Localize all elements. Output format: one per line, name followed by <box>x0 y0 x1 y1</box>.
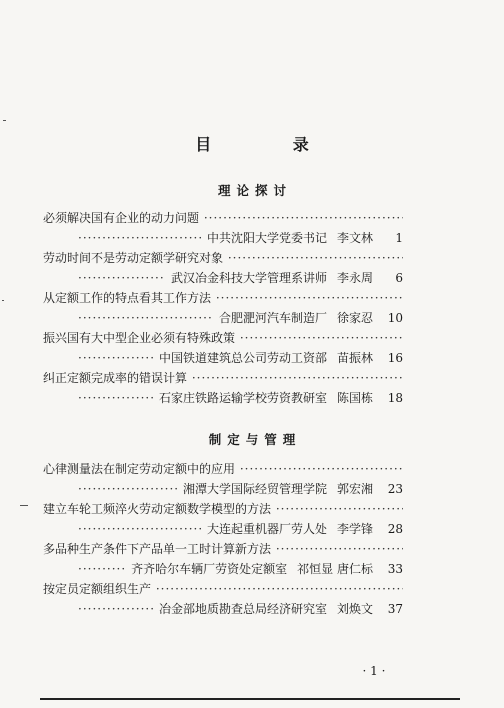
toc-section-theory <box>43 208 403 408</box>
scan-mark <box>20 505 28 506</box>
dot-leader <box>43 268 165 288</box>
entry-page-number: 6 <box>395 271 403 285</box>
toc-entry[interactable] <box>43 499 403 539</box>
entry-title: 心律测量法在制定劳动定额中的应用 ····· <box>43 459 403 479</box>
entry-affiliation: 大连起重机器厂劳人处 <box>206 522 327 536</box>
toc-entry[interactable] <box>43 579 403 619</box>
toc-entry[interactable] <box>43 208 403 248</box>
dot-leader <box>43 228 201 248</box>
entry-title: 振兴国有大中型企业必须有特殊政策 ····· <box>43 328 403 348</box>
toc-entry[interactable] <box>43 368 403 408</box>
entry-affiliation: 合肥淝河汽车制造厂 <box>218 311 327 325</box>
entry-author: 李文林 <box>336 231 373 245</box>
toc-entry[interactable] <box>43 539 403 579</box>
entry-author-line <box>43 228 403 248</box>
entry-author: 陈国栋 <box>336 391 373 405</box>
bottom-rule <box>40 698 460 700</box>
dot-leader <box>43 308 213 328</box>
entry-title: 多品种生产条件下产品单一工时计算新方法 ····· <box>43 539 403 559</box>
dot-leader <box>43 479 177 499</box>
entry-author: 徐家忍 <box>336 311 373 325</box>
entry-author: 李永周 <box>336 271 373 285</box>
entry-affiliation: 冶金部地质勘查总局经济研究室 <box>158 602 327 616</box>
section-heading-theory: 理论探讨 <box>217 183 292 198</box>
dot-leader <box>43 519 201 539</box>
page-footer-number: · 1 · <box>362 664 386 678</box>
entry-author: 李学锋 <box>336 522 373 536</box>
entry-author-line <box>43 519 403 539</box>
dot-leader <box>43 559 125 579</box>
entry-author-line <box>43 308 403 328</box>
entry-page-number: 33 <box>387 562 403 576</box>
entry-author-line <box>43 388 403 408</box>
entry-author-line <box>43 268 403 288</box>
dot-leader <box>43 388 153 408</box>
entry-author: 祁恒显 唐仁标 <box>297 562 373 576</box>
entry-author-line <box>43 559 403 579</box>
entry-affiliation: 武汉冶金科技大学管理系讲师 <box>170 271 327 285</box>
scan-mark <box>2 300 4 301</box>
entry-title: 必须解决国有企业的动力问题 ····· <box>43 208 403 228</box>
page-title: 目 录 <box>195 135 347 154</box>
entry-author: 郭宏湘 <box>336 482 373 496</box>
scan-mark <box>3 120 6 121</box>
entry-author-line <box>43 348 403 368</box>
dot-leader <box>43 348 153 368</box>
entry-title: 劳动时间不是劳动定额学研究对象 ····· <box>43 248 403 268</box>
entry-page-number: 16 <box>387 351 403 365</box>
entry-affiliation: 中国铁道建筑总公司劳动工资部 <box>158 351 327 365</box>
toc-entry[interactable] <box>43 328 403 368</box>
dot-leader <box>43 599 153 619</box>
entry-page-number: 37 <box>387 602 403 616</box>
entry-page-number: 10 <box>387 311 403 325</box>
entry-title: 从定额工作的特点看其工作方法 ····· <box>43 288 403 308</box>
entry-author-line <box>43 599 403 619</box>
entry-affiliation: 石家庄铁路运输学校劳资教研室 <box>158 391 327 405</box>
toc-entry[interactable] <box>43 459 403 499</box>
entry-affiliation: 中共沈阳大学党委书记 <box>206 231 327 245</box>
entry-page-number: 28 <box>387 522 403 536</box>
entry-page-number: 1 <box>395 231 403 245</box>
section-heading-management: 制定与管理 <box>208 432 302 447</box>
entry-author-line <box>43 479 403 499</box>
toc-entry[interactable] <box>43 288 403 328</box>
entry-affiliation: 齐齐哈尔车辆厂劳资处定额室 <box>131 562 288 576</box>
entry-page-number: 23 <box>387 482 403 496</box>
entry-title: 纠正定额完成率的错误计算 ····· <box>43 368 403 388</box>
entry-title: 按定员定额组织生产 ····· <box>43 579 403 599</box>
toc-entry[interactable] <box>43 248 403 288</box>
entry-title: 建立车轮工频淬火劳动定额数学模型的方法 ····· <box>43 499 403 519</box>
entry-author: 刘焕文 <box>336 602 373 616</box>
toc-section-management <box>43 459 403 619</box>
entry-affiliation: 湘潭大学国际经贸管理学院 <box>182 482 327 496</box>
entry-page-number: 18 <box>387 391 403 405</box>
entry-author: 苗振林 <box>336 351 373 365</box>
